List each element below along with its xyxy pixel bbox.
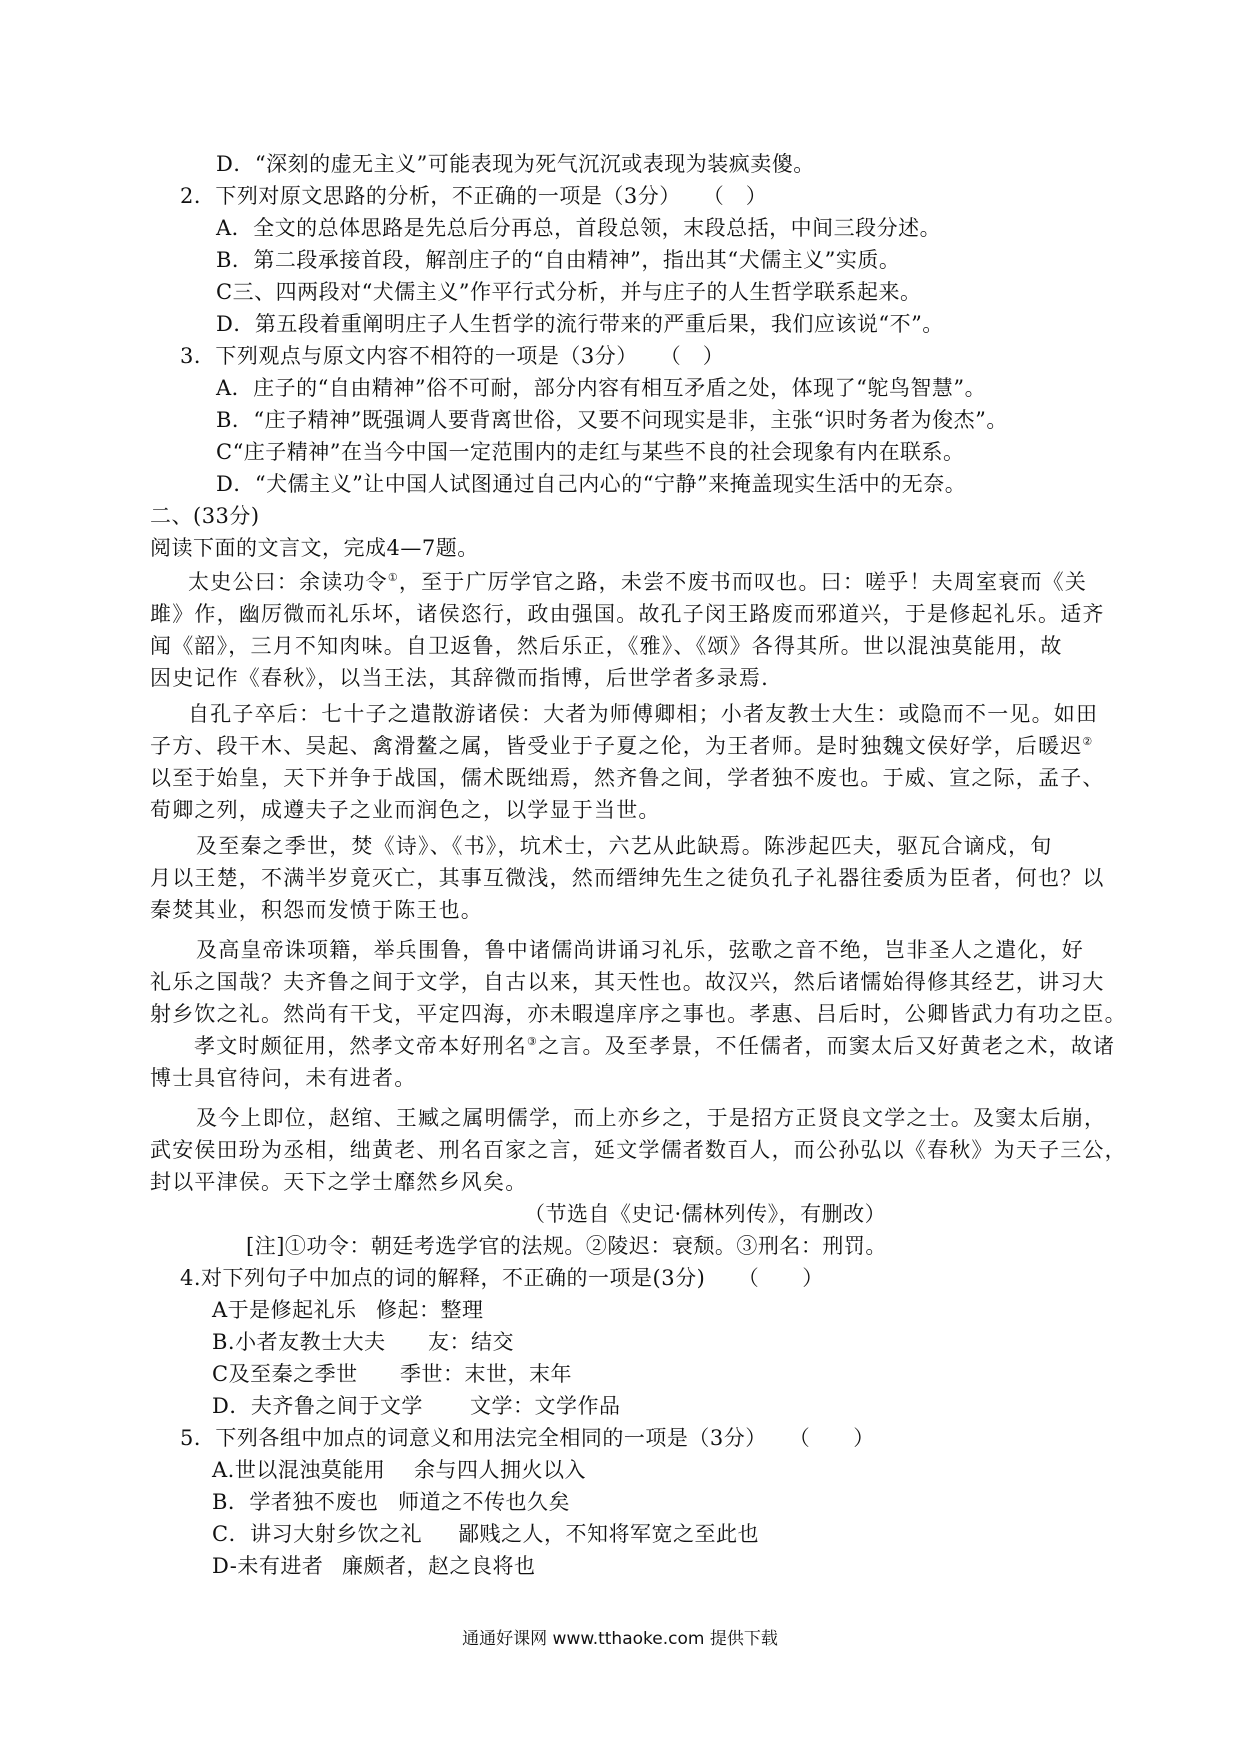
footnote-marker: ③	[527, 1035, 539, 1048]
q5-stem: 5．下列各组中加点的词意义和用法完全相同的一项是（3分） （ ）	[180, 1426, 875, 1450]
q3-option-d: D．“犬儒主义”让中国人试图通过自己内心的“宁静”来掩盖现实生活中的无奈。	[216, 472, 967, 496]
q4-option-d	[212, 1392, 621, 1420]
option-left: A.世以混浊莫能用	[212, 1458, 386, 1482]
passage-text: ，至于广厉学官之路，未尝不废书而叹也。曰：嗟乎！夫周室衰而《关	[398, 570, 1088, 594]
option-sentence: B.小者友教士大夫	[212, 1330, 386, 1354]
passage-line: 月以王楚，不满半岁竟灭亡，其事互微浅，然而缙绅先生之徒负孔子礼器往委质为臣者，何也？以	[150, 866, 1105, 890]
passage-text: 之言。及至孝景，不任儒者，而窦太后又好黄老之术，故诸	[538, 1034, 1116, 1058]
q1-option-d: D．“深刻的虚无主义”可能表现为死气沉沉或表现为装疯卖傻。	[216, 152, 815, 176]
passage-line: 荀卿之列，成遵夫子之业而润色之，以学显于当世。	[150, 798, 661, 822]
q3-option-c: C“庄子精神”在当今中国一定范围内的走红与某些不良的社会现象有内在联系。	[216, 440, 965, 464]
passage-line: 秦焚其业，积怨而发愤于陈王也。	[150, 898, 483, 922]
passage-line: 闻《韶》，三月不知肉味。自卫返鲁，然后乐正，《雅》、《颂》各得其所。世以混浊莫能用，故	[150, 634, 1063, 658]
q2-option-a: A．全文的总体思路是先总后分再总，首段总领，末段总括，中间三段分述。	[216, 216, 942, 240]
option-sentence: C及至秦之季世	[212, 1362, 358, 1386]
passage-text: 孝文时颇征用，然孝文帝本好刑名	[194, 1034, 527, 1058]
q2-option-b: B．第二段承接首段，解剖庄子的“自由精神”，指出其“犬儒主义”实质。	[216, 248, 901, 272]
passage-line: 及至秦之季世，焚《诗》、《书》，坑术士，六艺从此缺焉。陈涉起匹夫，驱瓦合谪戍，旬	[196, 834, 1053, 858]
passage-line: 及高皇帝诛项籍，举兵围鲁，鲁中诸儒尚讲诵习礼乐，弦歌之音不绝，岂非圣人之遣化，好	[196, 938, 1084, 962]
passage-line	[194, 1032, 1115, 1060]
option-gloss: 友：结交	[428, 1330, 514, 1354]
option-sentence: A于是修起礼乐	[212, 1298, 357, 1322]
passage-line: 自孔子卒后：七十子之遣散游诸侯：大者为师傅卿相；小者友教士大生：或隐而不一见。如田	[188, 702, 1099, 726]
passage-line: 封以平津侯。天下之学士靡然乡风矣。	[150, 1170, 528, 1194]
passage-line: 因史记作《春秋》，以当王法，其辞微而指博，后世学者多录焉.	[150, 666, 769, 690]
passage-line: 射乡饮之礼。然尚有干戈，平定四海，亦未暇遑庠序之事也。孝惠、吕后时，公卿皆武力有功之臣。	[150, 1002, 1127, 1026]
footnote-marker: ②	[1082, 735, 1094, 748]
q5-option-c	[212, 1520, 759, 1548]
q2-option-d: D．第五段着重阐明庄子人生哲学的流行带来的严重后果，我们应该说“不”。	[216, 312, 944, 336]
passage-line: 及今上即位，赵绾、王臧之属明儒学，而上亦乡之，于是招方正贤良文学之士。及窦太后崩，	[196, 1106, 1107, 1130]
option-right: 廉颇者，赵之良将也	[342, 1554, 536, 1578]
passage-text: 太史公曰：余读功令	[188, 570, 388, 594]
passage-line: 礼乐之国哉？夫齐鲁之间于文学，自古以来，其天性也。故汉兴，然后诸懦始得修其经艺，讲习大	[150, 970, 1105, 994]
section-heading: 二、(33分)	[150, 504, 260, 528]
passage-line	[150, 732, 1093, 760]
option-right: 鄙贱之人，不知将军宽之至此也	[458, 1522, 759, 1546]
passage-source: （节选自《史记·儒林列传》，有删改）	[524, 1202, 887, 1226]
option-right: 师道之不传也久矣	[398, 1490, 570, 1514]
passage-line	[188, 568, 1087, 596]
option-gloss: 修起：整理	[376, 1298, 484, 1322]
option-left: B．学者独不废也	[212, 1490, 379, 1514]
passage-line: 武安侯田玢为丞相，绌黄老、刑名百家之言，延文学儒者数百人，而公孙弘以《春秋》为天子三公，	[150, 1138, 1127, 1162]
q3-option-b: B．“庄子精神”既强调人要背离世俗，又要不问现实是非，主张“识时务者为俊杰”。	[216, 408, 1008, 432]
option-right: 余与四人拥火以入	[414, 1458, 586, 1482]
passage-line: 以至于始皇，天下并争于战国，儒术既绌焉，然齐鲁之间，学者独不废也。于威、宣之际，孟子、	[150, 766, 1105, 790]
option-left: C．讲习大射乡饮之礼	[212, 1522, 423, 1546]
section-instruction: 阅读下面的文言文，完成4—7题。	[150, 536, 479, 560]
q4-option-a	[212, 1296, 484, 1324]
passage-line: 雎》作，幽厉微而礼乐坏，诸侯恣行，政由强国。故孔子闵王路废而邪道兴，于是修起礼乐。适齐	[150, 602, 1105, 626]
q2-option-c: C三、四两段对“犬儒主义”作平行式分析，并与庄子的人生哲学联系起来。	[216, 280, 922, 304]
passage-text: 子方、段干木、吴起、禽滑鳌之属，皆受业于子夏之伦，为王者师。是时独魏文侯好学，后暖迟	[150, 734, 1083, 758]
q4-stem: 4.对下列句子中加点的词的解释，不正确的一项是(3分) （ ）	[180, 1266, 824, 1290]
option-sentence: D．夫齐鲁之间于文学	[212, 1394, 423, 1418]
q5-option-d	[212, 1552, 536, 1580]
page-footer: 通通好课网 www.tthaoke.com 提供下载	[462, 1629, 778, 1649]
q5-option-a	[212, 1456, 586, 1484]
passage-line: 博士具官待问，未有进者。	[150, 1066, 417, 1090]
option-gloss: 文学：文学作品	[470, 1394, 621, 1418]
q5-option-b	[212, 1488, 570, 1516]
q3-stem: 3．下列观点与原文内容不相符的一项是（3分） （ ）	[180, 344, 725, 368]
option-left: D-未有进者	[212, 1554, 324, 1578]
option-gloss: 季世：末世，末年	[400, 1362, 572, 1386]
q4-option-b	[212, 1328, 514, 1356]
footnote-marker: ①	[387, 571, 399, 584]
q2-stem: 2．下列对原文思路的分析，不正确的一项是（3分） （ ）	[180, 184, 768, 208]
passage-notes: [注]①功令：朝廷考选学官的法规。②陵迟：衰颓。③刑名：刑罚。	[246, 1234, 887, 1258]
q4-option-c	[212, 1360, 572, 1388]
q3-option-a: A．庄子的“自由精神”俗不可耐，部分内容有相互矛盾之处，体现了“鸵鸟智慧”。	[216, 376, 987, 400]
